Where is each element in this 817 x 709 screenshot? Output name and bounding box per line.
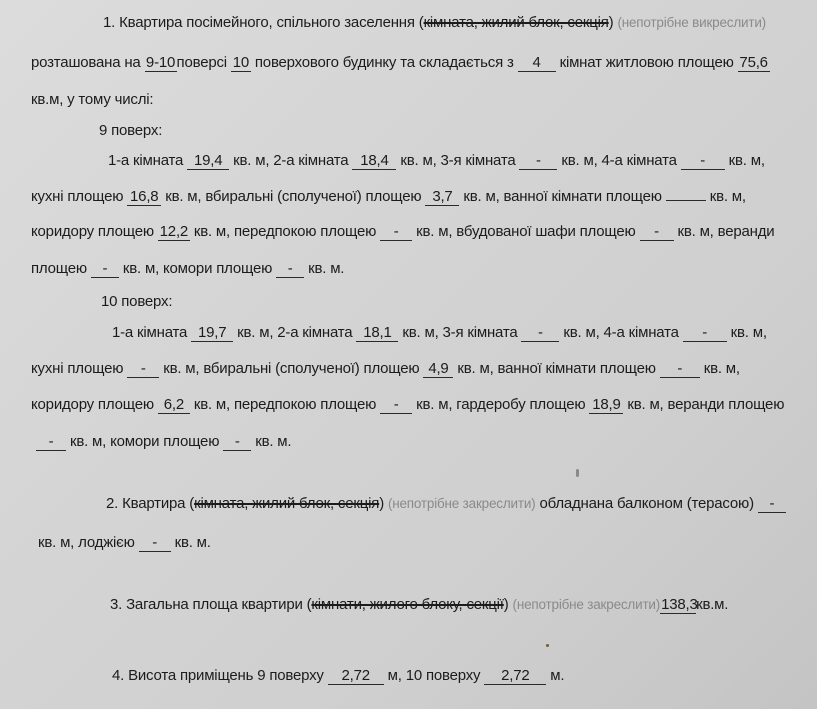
floor-9-storage-line: площею - кв. м, комори площею - кв. м.: [31, 260, 345, 277]
note-cross-out: (непотрібне закреслити): [387, 496, 536, 511]
section-4-line: 4. Висота приміщень 9 поверху 2,72 м, 10 поверху 2,72 м.: [112, 667, 565, 684]
f10-hallway-field: -: [380, 397, 412, 414]
paper-mark: [576, 469, 579, 477]
height-floor-9-field: 2,72: [328, 668, 384, 685]
f9-wardrobe-field: -: [640, 224, 674, 241]
note-cross-out: (непотрібне закреслити): [512, 597, 661, 612]
section-1-line-3: кв.м, у тому числі:: [31, 91, 154, 108]
f9-veranda-field: -: [91, 261, 119, 278]
f10-corridor-field: 6,2: [158, 397, 190, 414]
f9-room1-field: 19,4: [187, 153, 229, 170]
f9-hallway-field: -: [380, 224, 412, 241]
f10-room1-field: 19,7: [191, 325, 233, 342]
floor-10-heading: 10 поверх:: [101, 293, 173, 310]
f9-wc-field: 3,7: [425, 189, 459, 206]
floor-range-field: 9-10: [145, 54, 176, 71]
f9-room4-field: -: [681, 153, 725, 170]
floor-10-rooms: 1-а кімната 19,7 кв. м, 2-а кімната 18,1 кв. м, 3-я кімната - кв. м, 4-а кімната - кв. м,: [112, 324, 767, 341]
section-1-line-2: розташована на 9-10поверсі 10 поверхового будинку та складається з 4 кімнат житловою площею 75,6: [31, 54, 768, 71]
struck-options: кімната, жилий блок, секція: [194, 495, 380, 512]
floor-10-corridor-line: коридору площею 6,2 кв. м, передпокою площею - кв. м, гардеробу площею 18,9 кв. м, веранди площею: [31, 396, 785, 413]
f10-wc-field: 4,9: [423, 361, 453, 378]
floor-9-heading: 9 поверх:: [99, 122, 163, 139]
total-area-field: 138,3: [661, 596, 698, 613]
f10-storage-field: -: [223, 434, 251, 451]
f10-dressing-room-field: 18,9: [589, 397, 623, 414]
section-2-line-2: кв. м, лоджією - кв. м.: [38, 534, 211, 551]
floor-9-rooms: 1-а кімната 19,4 кв. м, 2-а кімната 18,4 кв. м, 3-я кімната - кв. м, 4-а кімната - кв. м,: [108, 152, 765, 169]
floor-9-corridor-line: коридору площею 12,2 кв. м, передпокою площею - кв. м, вбудованої шафи площею - кв. м, веранди: [31, 223, 775, 240]
building-floors-field: 10: [232, 54, 250, 71]
f9-room3-field: -: [519, 153, 557, 170]
loggia-field: -: [139, 535, 171, 552]
section-3-line: 3. Загальна площа квартири (кімнати, жилого блоку, секції) (непотрібне закреслити)138,3кв.м.: [110, 596, 729, 613]
f10-bath-field: -: [660, 361, 700, 378]
f9-kitchen-field: 16,8: [127, 189, 161, 206]
floor-9-kitchen-line: кухні площею 16,8 кв. м, вбиральні (сполученої) площею 3,7 кв. м, ванної кімнати площею кв. м,: [31, 188, 746, 205]
floor-10-storage-line: - кв. м, комори площею - кв. м.: [36, 432, 291, 452]
struck-options: кімната, жилий блок, секція: [423, 14, 609, 31]
f10-room4-field: -: [683, 325, 727, 342]
paper-mark: [546, 644, 549, 647]
section-1-title: 1. Квартира посімейного, спільного заселення (кімната, жилий блок, секція) (непотрібне викреслити): [103, 14, 766, 31]
note-cross-out: (непотрібне викреслити): [617, 15, 766, 30]
f9-storage-field: -: [276, 261, 304, 278]
struck-options: кімнати, жилого блоку, секції: [311, 596, 504, 613]
section-2-line-1: 2. Квартира (кімната, жилий блок, секція) (непотрібне закреслити) обладнана балконом (терасою) -: [106, 494, 786, 514]
f10-kitchen-field: -: [127, 361, 159, 378]
f9-room2-field: 18,4: [352, 153, 396, 170]
balcony-field: -: [758, 496, 786, 513]
f10-veranda-field: -: [36, 434, 66, 451]
height-floor-10-field: 2,72: [484, 668, 546, 685]
living-area-field: 75,6: [739, 54, 768, 71]
rooms-count-field: 4: [518, 55, 556, 72]
f10-room2-field: 18,1: [356, 325, 398, 342]
f9-bath-field: [666, 200, 706, 201]
floor-10-kitchen-line: кухні площею - кв. м, вбиральні (сполученої) площею 4,9 кв. м, ванної кімнати площею - кв. м,: [31, 360, 740, 377]
f10-room3-field: -: [521, 325, 559, 342]
f9-corridor-field: 12,2: [159, 223, 189, 240]
